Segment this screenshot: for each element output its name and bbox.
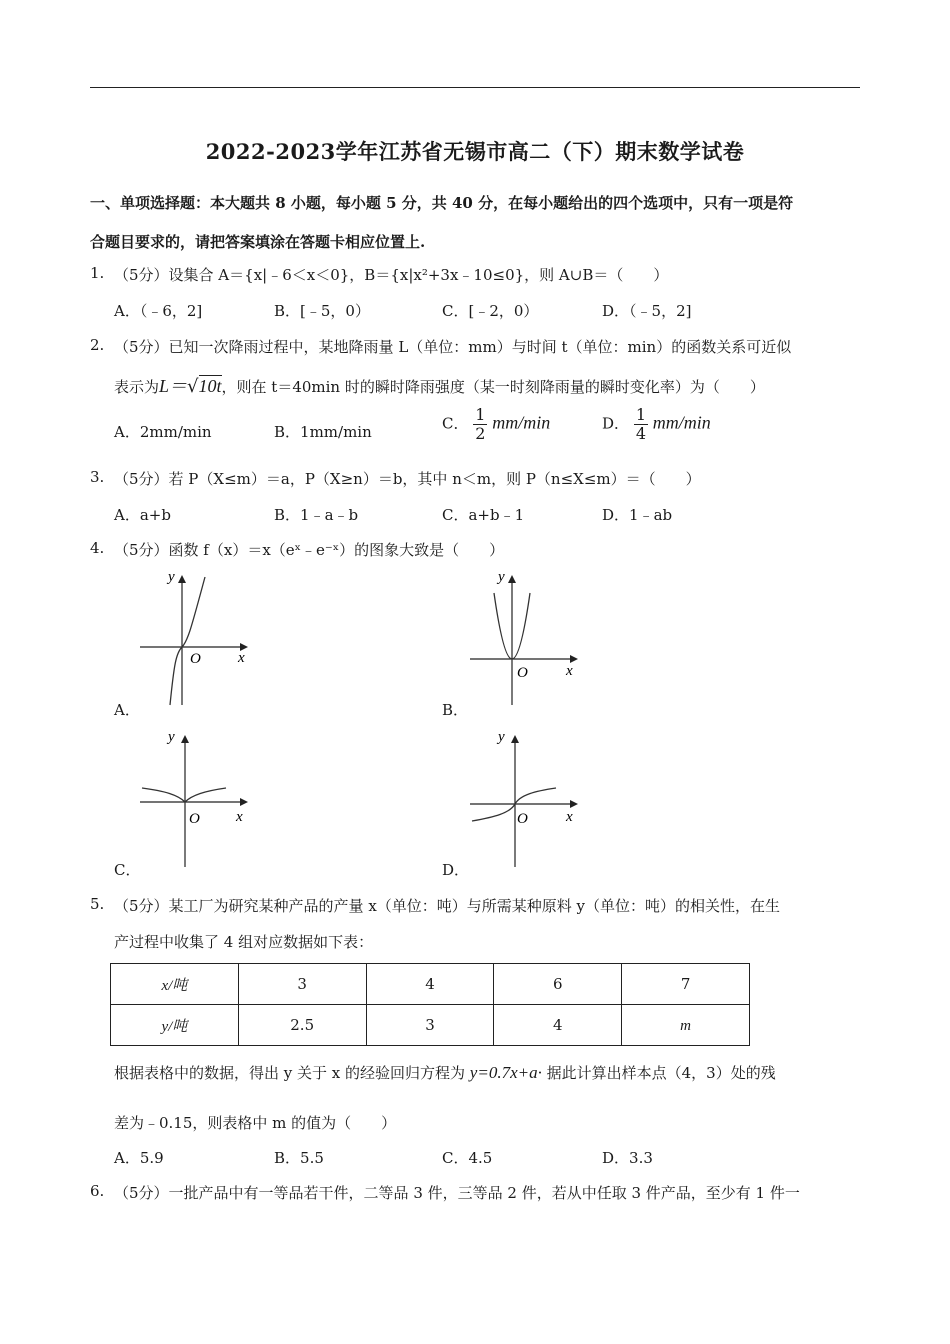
graph-b-label: B． [442, 701, 469, 719]
question-6-text: （5分）一批产品中有一等品若干件，二等品 3 件，三等品 2 件，若从中任取 3 件产品，至少有 1 件一 [114, 1184, 800, 1202]
question-2-line2 [114, 372, 765, 398]
question-2-number: 2. [90, 336, 105, 354]
question-5-line3 [114, 1062, 776, 1083]
question-2-line2-suffix: ，则在 t＝40min 时的瞬时降雨强度（某一时刻降雨量的瞬时变化率）为（ ） [221, 378, 765, 396]
fraction-numerator: 1 [635, 405, 646, 424]
x-arrow-icon [570, 655, 578, 663]
question-2-option-c-fraction [473, 406, 487, 443]
question-3-option-d: D．1﹣ab [602, 506, 673, 524]
regression-equation: y=0.7x+a· [469, 1063, 542, 1082]
table-cell: m [622, 1005, 750, 1046]
table-cell: 4 [366, 964, 494, 1005]
question-3-option-a: A．a+b [114, 506, 171, 524]
table-cell: 7 [622, 964, 750, 1005]
y-label: y [498, 569, 505, 585]
y-arrow-icon [181, 735, 189, 743]
section-heading-line2: 合题目要求的，请把答案填涂在答题卡相应位置上. [90, 233, 426, 251]
question-5-option-b: B．5.5 [274, 1149, 324, 1167]
x-label: x [238, 650, 245, 666]
origin-label: O [189, 811, 200, 827]
curve [142, 788, 226, 802]
origin-label: O [517, 665, 528, 681]
question-5-line4: 差为﹣0.15，则表格中 m 的值为（ ） [114, 1114, 397, 1132]
x-label: x [566, 663, 573, 679]
question-3-number: 3. [90, 468, 105, 486]
question-5-line1: （5分）某工厂为研究某种产品的产量 x（单位：吨）与所需某种原料 y（单位：吨）的相关性，在生 [114, 897, 781, 915]
question-3-option-c: C．a+b﹣1 [442, 506, 525, 524]
table-cell: 6 [494, 964, 622, 1005]
graph-c [130, 725, 260, 870]
graph-b [460, 565, 590, 710]
question-2-formula-lhs: L＝ [159, 376, 188, 396]
data-table [110, 963, 750, 1046]
x-arrow-icon [240, 798, 248, 806]
question-2-option-a: A．2mm/min [114, 423, 212, 441]
question-4-number: 4. [90, 539, 105, 557]
curve [170, 577, 205, 705]
y-label: y [168, 569, 175, 585]
question-3-text: （5分）若 P（X≤m）＝a，P（X≥n）＝b，其中 n＜m，则 P（n≤X≤m）＝（ ） [114, 470, 701, 488]
table-cell: x/吨 [111, 964, 239, 1005]
graph-a-label: A． [114, 701, 140, 719]
question-1-text: （5分）设集合 A＝{x|﹣6＜x＜0}，B＝{x|x²+3x﹣10≤0}，则 A∪B＝（ ） [114, 266, 669, 284]
graph-d [460, 725, 590, 870]
table-cell: 4 [494, 1005, 622, 1046]
question-4-text: （5分）函数 f（x）＝x（eˣ﹣e⁻ˣ）的图象大致是（ ） [114, 541, 505, 559]
page-title: 2022-2023学年江苏省无锡市高二（下）期末数学试卷 [205, 139, 745, 164]
question-2-option-c-unit: mm/min [492, 412, 551, 433]
y-arrow-icon [178, 575, 186, 583]
y-arrow-icon [508, 575, 516, 583]
table-cell: 3 [366, 1005, 494, 1046]
question-2-option-d [602, 406, 711, 443]
x-label: x [236, 809, 243, 825]
y-label: y [498, 729, 505, 745]
x-arrow-icon [570, 800, 578, 808]
question-2-option-b: B．1mm/min [274, 423, 372, 441]
question-2-line1: （5分）已知一次降雨过程中，某地降雨量 L（单位：mm）与时间 t（单位：min）的函数关系可近似 [114, 338, 792, 356]
y-label: y [168, 729, 175, 745]
table-row [111, 1005, 750, 1046]
fraction-denominator: 4 [635, 424, 646, 443]
section-heading-line1: 一、单项选择题：本大题共 8 小题，每小题 5 分，共 40 分，在每小题给出的四个选项中，只有一项是符 [90, 194, 794, 212]
question-1-option-b: B．[﹣5，0） [274, 302, 370, 320]
question-5-option-d: D．3.3 [602, 1149, 653, 1167]
graph-c-label: C． [114, 861, 141, 879]
header-rule [90, 87, 860, 88]
question-5-line2: 产过程中收集了 4 组对应数据如下表： [114, 933, 374, 951]
question-1-number: 1. [90, 264, 105, 282]
question-2-line2-prefix: 表示为 [114, 378, 160, 396]
question-5-line3-prefix: 根据表格中的数据，得出 y 关于 x 的经验回归方程为 [114, 1064, 466, 1082]
x-label: x [566, 809, 573, 825]
question-2-formula-radicand: 10t [198, 376, 222, 396]
question-2-option-c [442, 406, 550, 443]
graph-d-label: D． [442, 861, 470, 879]
question-5-option-c: C．4.5 [442, 1149, 493, 1167]
y-arrow-icon [511, 735, 519, 743]
fraction-numerator: 1 [475, 405, 486, 424]
question-6-number: 6. [90, 1182, 105, 1200]
question-5-line3-suffix: 据此计算出样本点（4，3）处的残 [546, 1064, 776, 1082]
question-2-option-c-label: C． [442, 414, 469, 433]
question-1-option-a: A．（﹣6，2] [114, 302, 203, 320]
table-cell: 2.5 [238, 1005, 366, 1046]
question-5-option-a: A．5.9 [114, 1149, 164, 1167]
question-1-option-c: C．[﹣2，0） [442, 302, 539, 320]
question-3-option-b: B．1﹣a﹣b [274, 506, 359, 524]
question-2-option-d-unit: mm/min [652, 412, 711, 433]
table-row [111, 964, 750, 1005]
fraction-denominator: 2 [475, 424, 486, 443]
table-cell: 3 [238, 964, 366, 1005]
table-cell: y/吨 [111, 1005, 239, 1046]
graph-a [130, 565, 260, 710]
question-2-option-d-fraction [634, 406, 648, 443]
question-2-option-d-label: D． [602, 414, 630, 433]
origin-label: O [190, 651, 201, 667]
question-1-option-d: D．（﹣5，2] [602, 302, 692, 320]
origin-label: O [517, 811, 528, 827]
sqrt-symbol: √ [187, 376, 199, 397]
question-5-number: 5. [90, 895, 105, 913]
